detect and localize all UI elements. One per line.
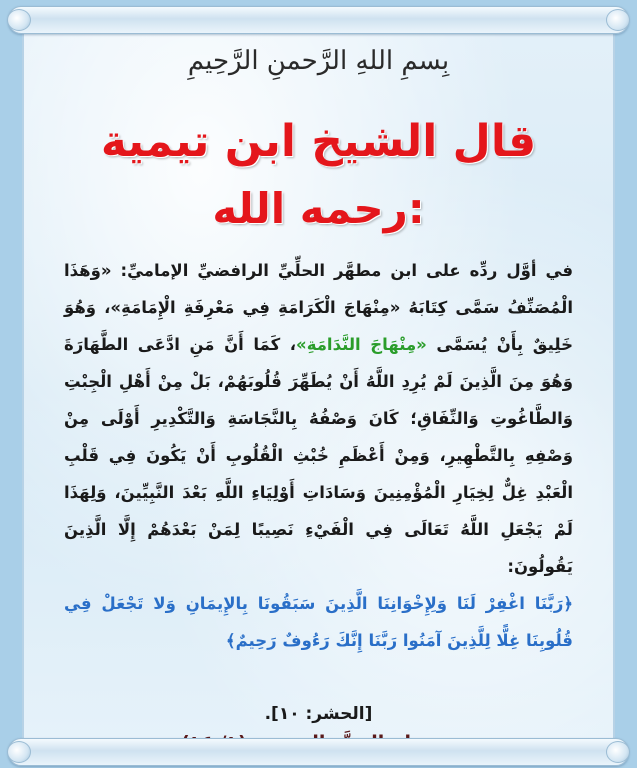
green-phrase: «مِنْهَاجَ النَّدَامَةِ» xyxy=(296,335,427,354)
quote-intro: في أوَّل ردِّه على ابن مطهَّر الحلِّيِّ الرافضيِّ الإماميِّ: xyxy=(120,261,574,280)
roll-end-icon xyxy=(606,741,630,763)
scroll-paper xyxy=(22,24,615,752)
scroll-roll-top xyxy=(8,6,629,34)
roll-end-icon xyxy=(606,9,630,31)
quote-body xyxy=(64,252,573,659)
basmala: بِسمِ اللهِ الرَّحمنِ الرَّحِيمِ xyxy=(187,46,450,76)
quran-verse: ﴿رَبَّنَا اغْفِرْ لَنَا وَلِإِخْوَانِنَا الَّذِينَ سَبَقُونَا بِالإِيمَانِ وَلا تَجْعَلْ فِي قُلُوبِنَا غِلًّا لِلَّذِينَ آمَنُوا رَبَّنَا إِنَّكَ رَءُوفٌ رَحِيمٌ﴾ xyxy=(64,594,573,650)
quote-part-2: ، كَمَا أَنَّ مَنِ ادَّعَى الطَّهَارَةَ وَهُوَ مِنَ الَّذِينَ لَمْ يُرِدِ اللَّهُ أَنْ يُطَهِّرَ قُلُوبَهُمْ، بَلْ مِنْ أَهْلِ الْجِبْتِ وَالطَّاغُوتِ وَالنِّفَاقِ؛ كَانَ وَصْفُهُ بِالنَّجَاسَةِ وَالتَّكْدِيرِ أَوْلَى مِنْ وَصْفِهِ بِالتَّطْهِيرِ، وَمِنْ أَعْظَمِ خُبْثِ الْقُلُوبِ أَنْ يَكُونَ فِي قَلْبِ الْعَبْدِ غِلٌّ لِخِيَارِ الْمُؤْمِنِينَ وَسَادَاتِ أَوْلِيَاءِ اللَّهِ بَعْدَ النَّبِيِّينَ، وَلِهَذَا لَمْ يَجْعَلِ اللَّهُ تَعَالَى فِي الْفَيْءِ نَصِيبًا لِمَنْ بَعْدَهُمْ إِلَّا الَّذِينَ يَقُولُونَ: xyxy=(64,335,573,576)
quote-paragraph xyxy=(64,252,573,585)
title-line-1: قال الشيخ ابن تيمية xyxy=(100,116,537,167)
roll-end-icon xyxy=(7,741,31,763)
title-line-2: رحمه الله: xyxy=(212,184,425,233)
roll-end-icon xyxy=(7,9,31,31)
verse-citation: [الحشر: ١٠]. xyxy=(264,704,373,724)
quote-part-1: «وَهَذَا الْمُصَنِّفُ سَمَّى كِتَابَهُ «مِنْهَاجَ الْكَرَامَةِ فِي مَعْرِفَةِ الْإِمَامَةِ»، وَهُوَ خَلِيقٌ بِأَنْ يُسَمَّى xyxy=(64,261,573,354)
scroll-roll-bottom xyxy=(8,738,629,766)
